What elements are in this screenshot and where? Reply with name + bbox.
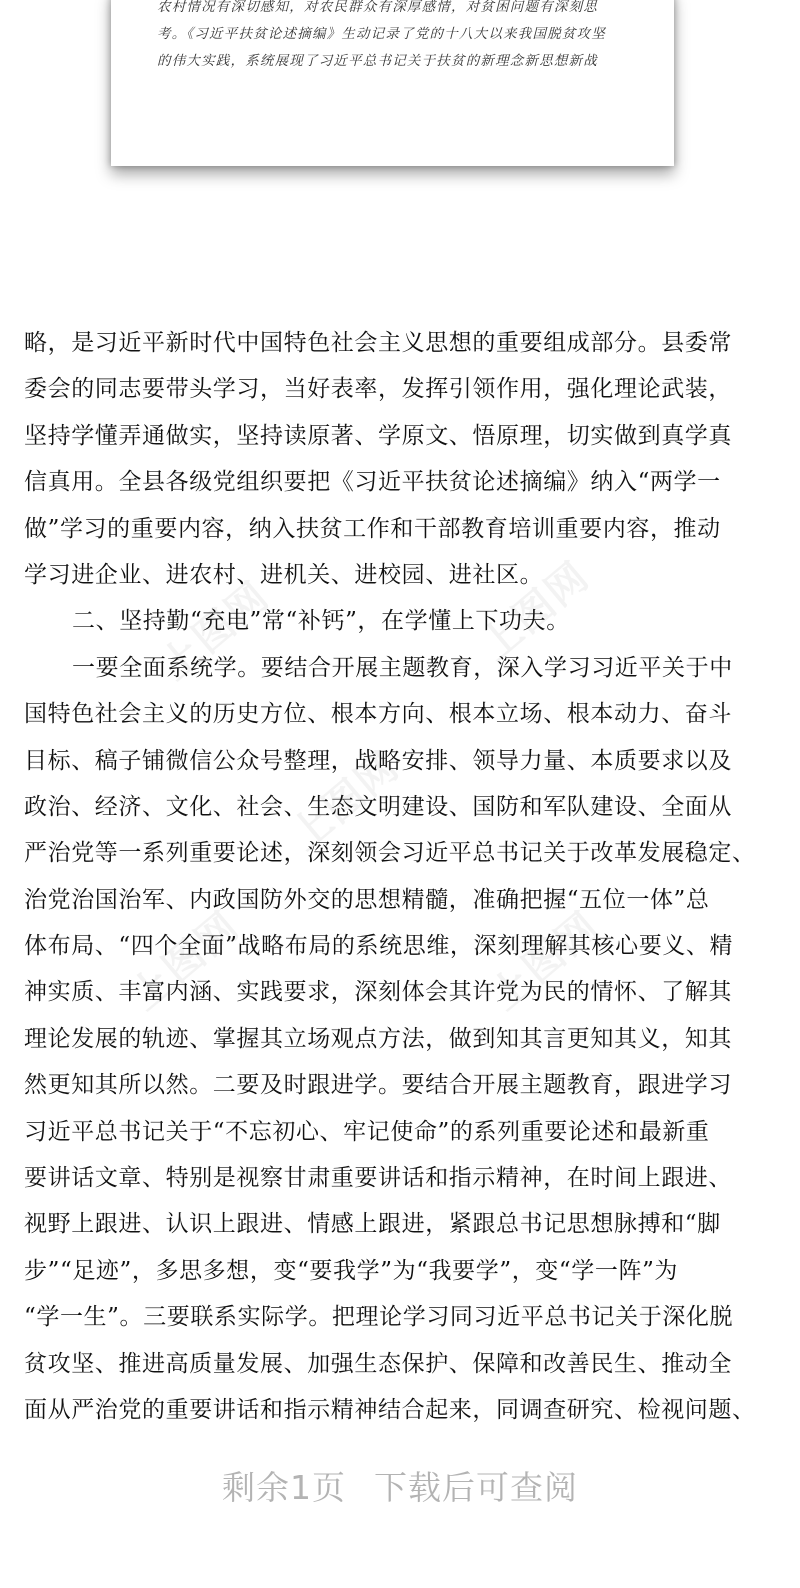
watermark: 上图网 — [472, 553, 599, 670]
document-body — [24, 320, 776, 1433]
document-preview-card — [111, 0, 674, 166]
body-line: 步”“足迹”，多思多想，变“要我学”为“我要学”，变“学一阵”为 — [24, 1257, 679, 1284]
body-line: “学一生”。三要联系实际学。把理论学习同习近平总书记关于深化脱 — [24, 1304, 734, 1331]
preview-line: 考。《习近平扶贫论述摘编》生动记录了党的十八大以来我国脱贫攻坚 — [157, 26, 606, 42]
body-line: 略，是习近平新时代中国特色社会主义思想的重要组成部分。县委常 — [24, 330, 732, 356]
watermark: 上图网 — [122, 903, 249, 1020]
preview-line: 农村情况有深切感知，对农民群众有深厚感情，对贫困问题有深刻思 — [157, 0, 598, 15]
body-line: 贫攻坚、推进高质量发展、加强生态保护、保障和改善民生、推动全 — [24, 1350, 732, 1377]
download-to-view-label[interactable]: 下载后可查阅 — [374, 1468, 578, 1507]
body-line: 严治党等一系列重要论述，深刻领会习近平总书记关于改革发展稳定、 — [24, 840, 756, 867]
preview-text — [157, 0, 637, 75]
body-line: 做”学习的重要内容，纳入扶贫工作和干部教育培训重要内容，推动 — [24, 515, 721, 542]
body-line: 体布局、“四个全面”战略布局的系统思维，深刻理解其核心要义、精 — [24, 933, 734, 960]
watermark: 上图网 — [282, 743, 409, 860]
body-line: 目标、稿子铺微信公众号整理，战略安排、领导力量、本质要求以及 — [24, 747, 732, 774]
body-line: 治党治国治军、内政国防外交的思想精髓，准确把握“五位一体”总 — [24, 886, 710, 913]
body-line: 视野上跟进、认识上跟进、情感上跟进，紧跟总书记思想脉搏和“脚 — [24, 1211, 721, 1238]
body-line: 国特色社会主义的历史方位、根本方向、根本立场、根本动力、奋斗 — [24, 701, 732, 728]
body-line: 要讲话文章、特别是视察甘肃重要讲话和指示精神，在时间上跟进、 — [24, 1165, 732, 1192]
body-line: 面从严治党的重要讲话和指示精神结合起来，同调查研究、检视问题、 — [24, 1396, 756, 1423]
preview-line: 的伟大实践，系统展现了习近平总书记关于扶贫的新理念新思想新战 — [157, 53, 598, 69]
body-line: 神实质、丰富内涵、实践要求，深刻体会其许党为民的情怀、了解其 — [24, 979, 732, 1006]
body-line: 学习进企业、进农村、进机关、进校园、进社区。 — [24, 561, 544, 588]
section-heading: 二、坚持勤“充电”常“补钙”，在学懂上下功夫。 — [72, 608, 570, 635]
body-line: 委会的同志要带头学习，当好表率，发挥引领作用，强化理论武装， — [24, 376, 732, 403]
body-line: 坚持学懂弄通做实，坚持读原著、学原文、悟原理，切实做到真学真 — [24, 422, 732, 449]
body-line: 习近平总书记关于“不忘初心、牢记使命”的系列重要论述和最新重 — [24, 1118, 710, 1145]
watermark: 上图网 — [152, 573, 279, 690]
body-line: 一要全面系统学。要结合开展主题教育，深入学习习近平关于中 — [72, 654, 733, 681]
body-line: 理论发展的轨迹、掌握其立场观点方法，做到知其言更知其义，知其 — [24, 1025, 732, 1052]
download-prompt[interactable] — [0, 1462, 800, 1509]
remaining-pages-label: 剩余1页 — [222, 1468, 346, 1507]
watermark: 上图网 — [482, 903, 609, 1020]
body-line: 政治、经济、文化、社会、生态文明建设、国防和军队建设、全面从 — [24, 793, 732, 820]
body-line: 信真用。全县各级党组织要把《习近平扶贫论述摘编》纳入“两学一 — [24, 469, 721, 496]
body-line: 然更知其所以然。二要及时跟进学。要结合开展主题教育，跟进学习 — [24, 1072, 732, 1099]
